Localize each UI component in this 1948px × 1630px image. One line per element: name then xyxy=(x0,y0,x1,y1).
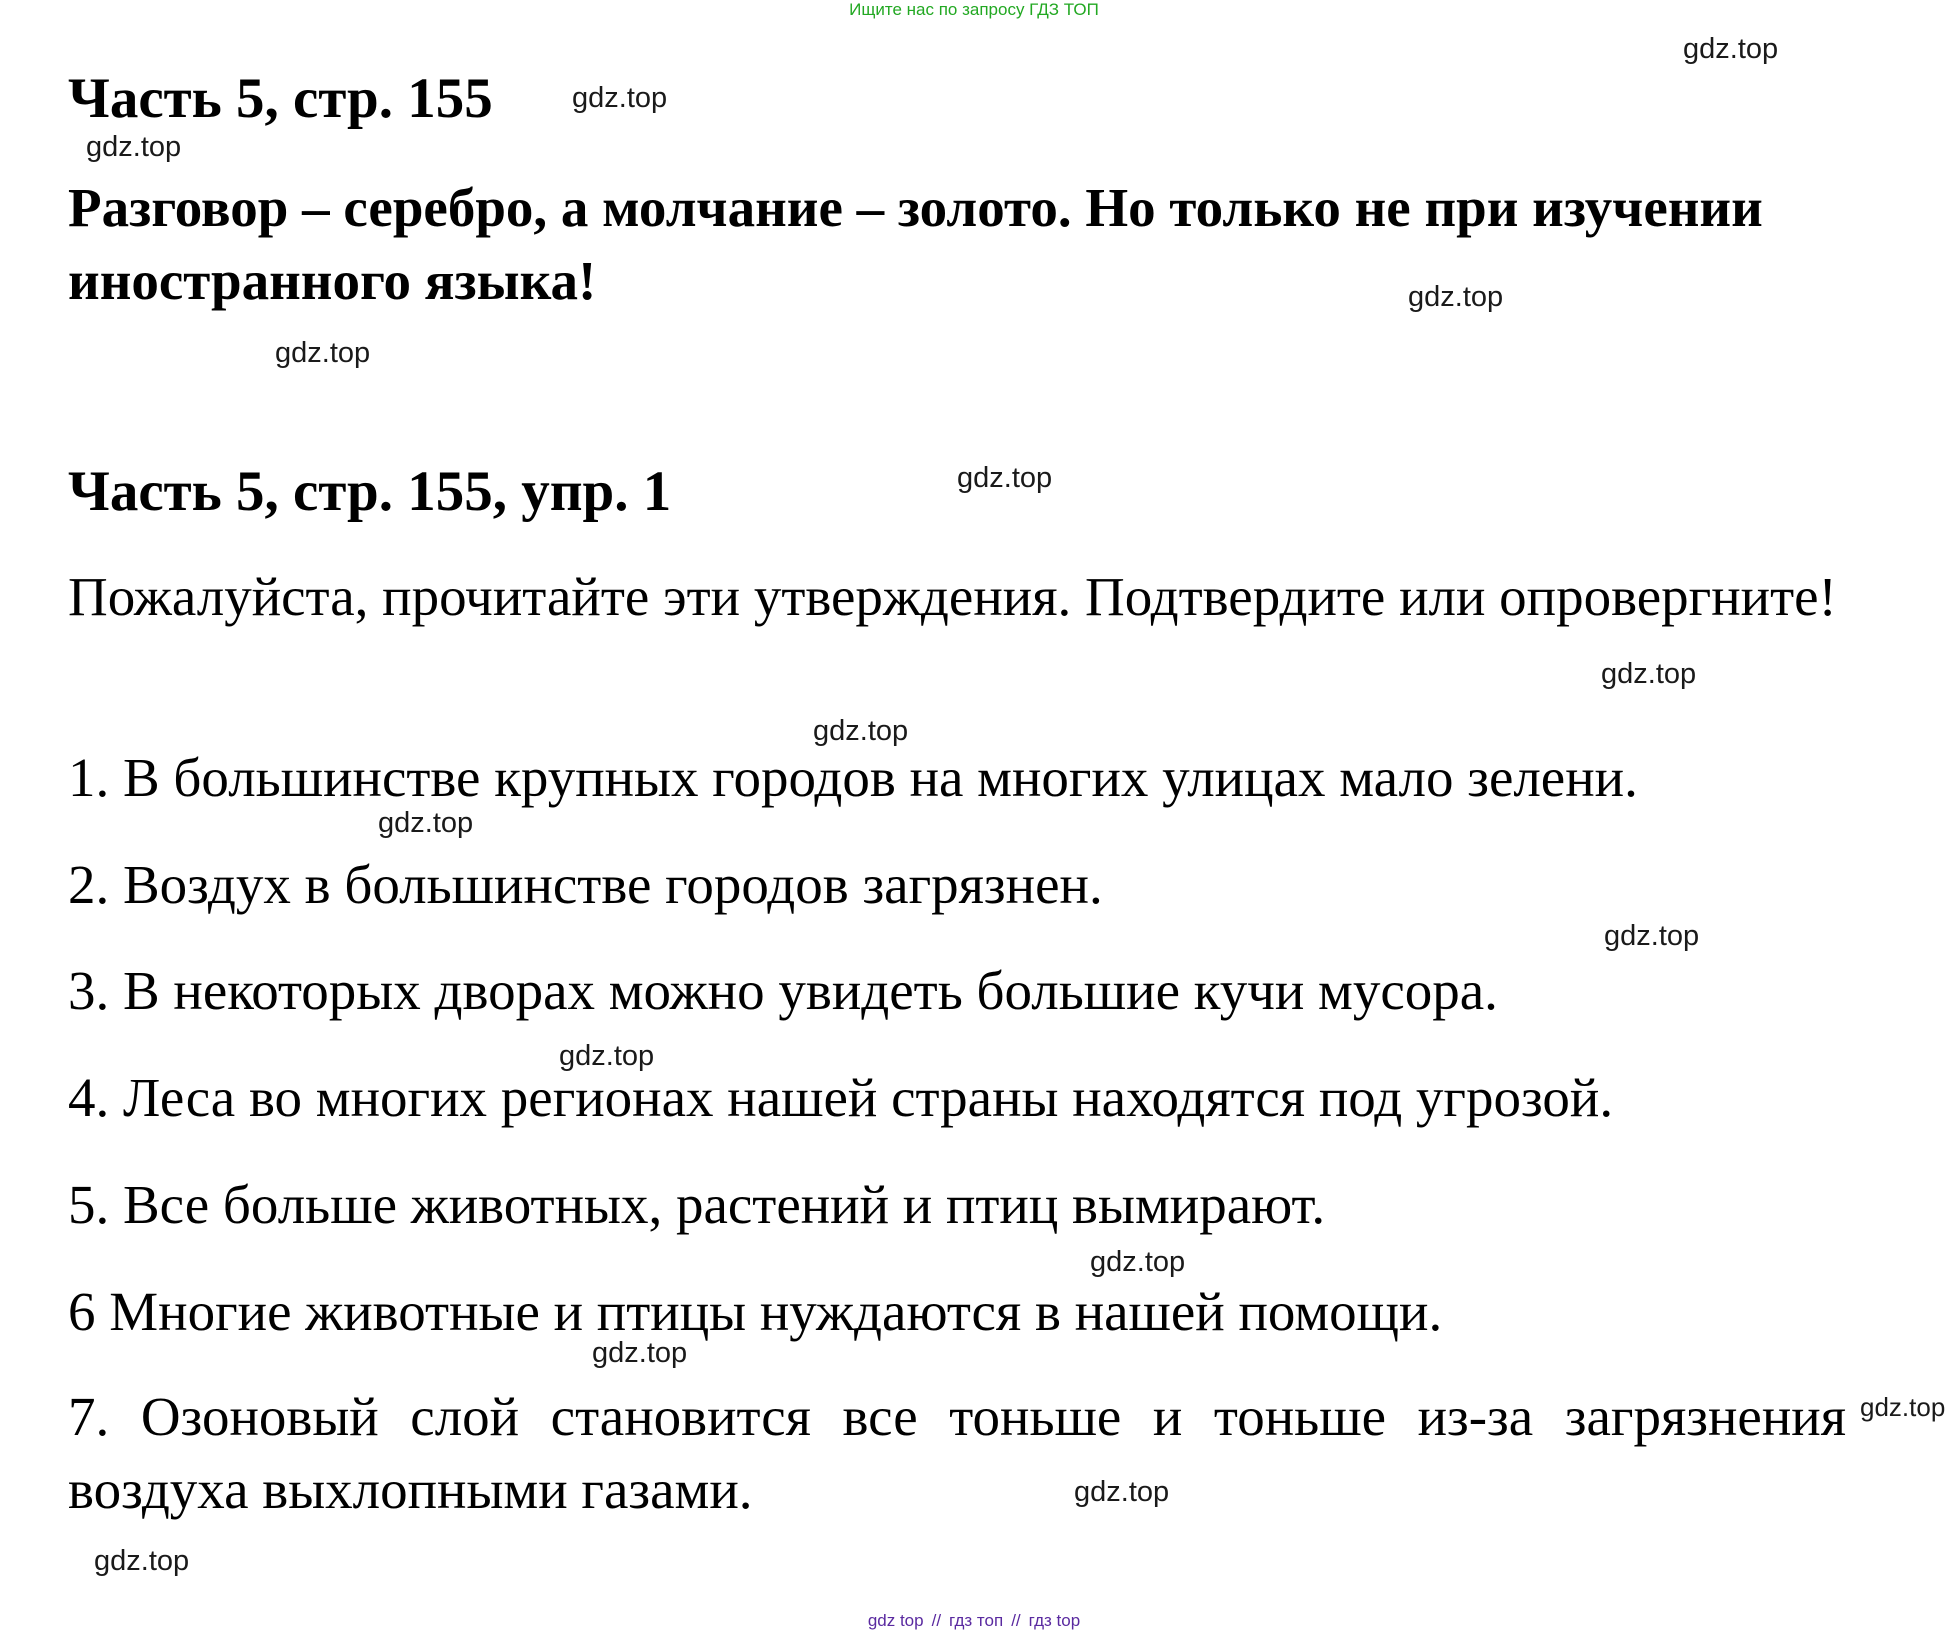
watermark: gdz.top xyxy=(1860,1392,1946,1422)
footer-link[interactable]: гдз top xyxy=(1028,1611,1081,1630)
watermark: gdz.top xyxy=(1090,1246,1186,1278)
watermark: gdz.top xyxy=(559,1040,655,1072)
statement-4: 4. Леса во многих регионах нашей страны находятся под угрозой. xyxy=(68,1067,1614,1128)
statement-5: 5. Все больше животных, растений и птиц вымирают. xyxy=(68,1174,1326,1235)
watermark: gdz.top xyxy=(94,1545,190,1577)
statement-3: 3. В некоторых дворах можно увидеть большие кучи мусора. xyxy=(68,960,1498,1021)
top-banner: Ищите нас по запросу ГДЗ ТОП xyxy=(849,0,1099,19)
watermark: gdz.top xyxy=(957,462,1053,494)
page-heading: Часть 5, стр. 155 xyxy=(68,67,493,130)
exercise-heading: Часть 5, стр. 155, упр. 1 xyxy=(68,460,672,523)
subtitle: Разговор – серебро, а молчание – золото. Но только не при изучении иностранного языка! xyxy=(68,177,1763,311)
watermark: gdz.top xyxy=(1408,281,1504,313)
watermark: gdz.top xyxy=(813,715,909,747)
watermark: gdz.top xyxy=(86,131,182,163)
statement-1: 1. В большинстве крупных городов на многих улицах мало зелени. xyxy=(68,747,1638,808)
watermark: gdz.top xyxy=(1601,658,1697,690)
watermark: gdz.top xyxy=(1683,33,1779,65)
watermark: gdz.top xyxy=(592,1337,688,1369)
watermark: gdz.top xyxy=(1604,920,1700,952)
watermark: gdz.top xyxy=(378,807,474,839)
statement-6: 6 Многие животные и птицы нуждаются в нашей помощи. xyxy=(68,1281,1443,1342)
watermark: gdz.top xyxy=(1074,1476,1170,1508)
footer-separator: // xyxy=(1011,1611,1021,1630)
statement-7: 7. Озоновый слой становится все тоньше и тоньше из-за загрязнения воздуха выхлопными газами. xyxy=(68,1386,1846,1520)
statement-2: 2. Воздух в большинстве городов загрязнен. xyxy=(68,854,1103,915)
footer-links xyxy=(0,1611,1948,1630)
footer-link[interactable]: гдз топ xyxy=(949,1611,1004,1630)
watermark: gdz.top xyxy=(275,337,371,369)
watermark: gdz.top xyxy=(572,82,668,114)
instruction-paragraph: Пожалуйста, прочитайте эти утверждения. Подтвердите или опровергните! xyxy=(68,566,1837,627)
footer-link[interactable]: gdz top xyxy=(867,1611,924,1630)
footer-separator: // xyxy=(931,1611,942,1630)
